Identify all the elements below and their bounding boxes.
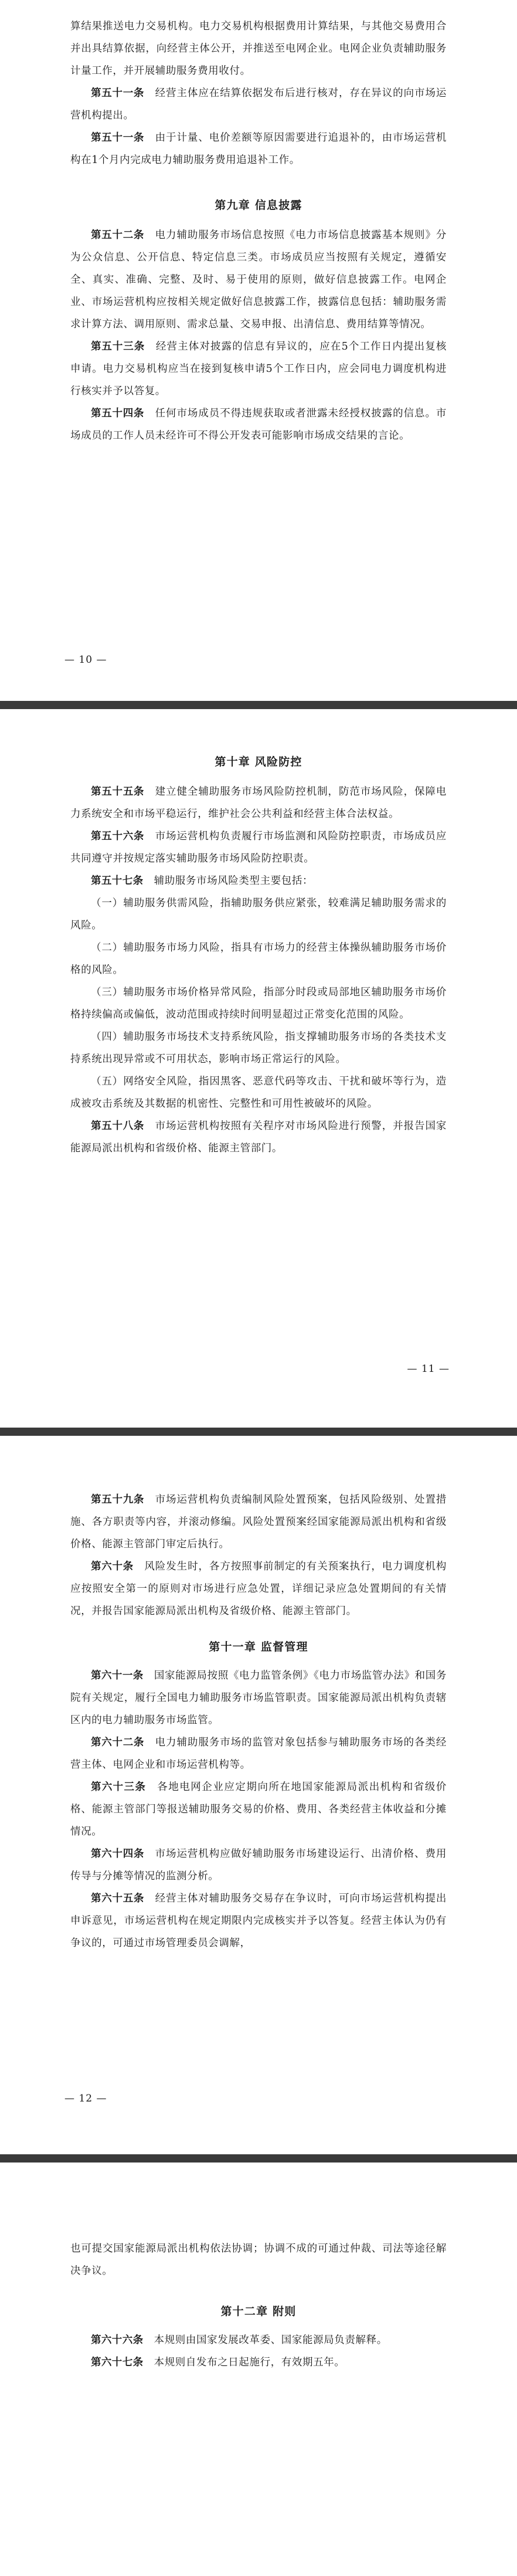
paragraph: 第五十五条 建立健全辅助服务市场风险防控机制，防范市场风险，保障电力系统安全和市场平稳运行，维护社会公共利益和经营主体合法权益。 <box>70 786 447 820</box>
page-divider <box>0 701 517 709</box>
paragraph: 第六十六条 本规则由国家发展改革委、国家能源局负责解释。 <box>91 2334 387 2346</box>
paragraph: 算结果推送电力交易机构。电力交易机构根据费用计算结果，与其他交易费用合并出具结算依据，向经营主体公开，并推送至电网企业。电网企业负责辅助服务计量工作，并开展辅助服务费用收付。 <box>70 21 447 77</box>
paragraph: 第六十四条 市场运营机构应做好辅助服务市场建设运行、出清价格、费用传导与分摊等情况的监测分析。 <box>70 1848 447 1882</box>
paragraph: 第六十三条 各地电网企业应定期向所在地国家能源局派出机构和省级价格、能源主管部门等报送辅助服务交易的价格、费用、各类经营主体收益和分摊情况。 <box>70 1781 447 1838</box>
list-item: （三）辅助服务市场价格异常风险，指部分时段或局部地区辅助服务市场价格持续偏高或偏低，波动范围或持续时间明显超过正常变化范围的风险。 <box>70 987 447 1021</box>
chapter-heading: 第十一章 监督管理 <box>209 1640 308 1653</box>
paragraph: 第五十七条 辅助服务市场风险类型主要包括： <box>91 875 314 887</box>
list-item: （五）网络安全风险，指因黑客、恶意代码等攻击、干扰和破坏等行为，造成被攻击系统及其数据的机密性、完整性和可用性被破坏的风险。 <box>70 1076 447 1110</box>
list-item: （二）辅助服务市场力风险，指具有市场力的经营主体操纵辅助服务市场价格的风险。 <box>70 942 447 976</box>
page-number: — 12 — <box>64 2093 107 2104</box>
page-13-content <box>70 2163 447 2374</box>
paragraph: 第五十一条 经营主体应在结算依据发布后进行核对，存在异议的向市场运营机构提出。 <box>70 87 447 121</box>
page-11-content <box>70 709 447 1160</box>
paragraph: 第六十一条 国家能源局按照《电力监管条例》《电力市场监管办法》和国务院有关规定，履行全国电力辅助服务市场监管职责。国家能源局派出机构负责辖区内的电力辅助服务市场监管。 <box>70 1670 447 1726</box>
page-divider <box>0 2154 517 2163</box>
document-page-12 <box>0 1436 517 2154</box>
page-12-content <box>70 1436 447 1954</box>
paragraph: 第五十一条 由于计量、电价差额等原因需要进行追退补的，由市场运营机构在1个月内完成电力辅助服务费用追退补工作。 <box>70 132 447 166</box>
paragraph: 也可提交国家能源局派出机构依法协调；协调不成的可通过仲裁、司法等途径解决争议。 <box>70 2243 447 2277</box>
paragraph: 第五十九条 市场运营机构负责编制风险处置预案，包括风险级别、处置措施、各方职责等内容，并滚动修编。风险处置预案经国家能源局派出机构和省级价格、能源主管部门审定后执行。 <box>70 1494 447 1550</box>
paragraph: 第六十条 风险发生时，各方按照事前制定的有关预案执行，电力调度机构应按照安全第一的原则对市场进行应急处置，详细记录应急处置期间的有关情况，并报告国家能源局派出机构及省级价格、能源主管部门。 <box>70 1561 447 1617</box>
document-page-11 <box>0 709 517 1428</box>
document-page-10 <box>0 0 517 701</box>
paragraph: 第六十二条 电力辅助服务市场的监管对象包括参与辅助服务市场的各类经营主体、电网企业和市场运营机构等。 <box>70 1737 447 1771</box>
list-item: （一）辅助服务供需风险，指辅助服务供应紧张，较难满足辅助服务需求的风险。 <box>70 897 447 931</box>
paragraph: 第六十七条 本规则自发布之日起施行，有效期五年。 <box>91 2357 345 2368</box>
page-number: — 11 — <box>407 1363 450 1375</box>
page-divider <box>0 1428 517 1436</box>
paragraph: 第五十六条 市场运营机构负责履行市场监测和风险防控职责，市场成员应共同遵守并按规定落实辅助服务市场风险防控职责。 <box>70 831 447 865</box>
paragraph: 第五十三条 经营主体对披露的信息有异议的，应在5个工作日内提出复核申请。电力交易机构应当在接到复核申请5个工作日内，应会同电力调度机构进行核实并予以答复。 <box>70 341 447 397</box>
document-page-13 <box>0 2163 517 2576</box>
page-number: — 10 — <box>64 654 107 666</box>
list-item: （四）辅助服务市场技术支持系统风险，指支撑辅助服务市场的各类技术支持系统出现异常或不可用状态，影响市场正常运行的风险。 <box>70 1031 447 1065</box>
chapter-heading: 第九章 信息披露 <box>215 199 302 212</box>
chapter-heading: 第十二章 附则 <box>220 2305 297 2318</box>
page-10-content <box>70 0 447 447</box>
chapter-heading: 第十章 风险防控 <box>215 755 302 768</box>
paragraph: 第五十四条 任何市场成员不得违规获取或者泄露未经授权披露的信息。市场成员的工作人员未经许可不得公开发表可能影响市场成交结果的言论。 <box>70 408 447 442</box>
paragraph: 第六十五条 经营主体对辅助服务交易存在争议时，可向市场运营机构提出申诉意见，市场运营机构在规定期限内完成核实并予以答复。经营主体认为仍有争议的，可通过市场管理委员会调解， <box>70 1893 447 1949</box>
paragraph: 第五十八条 市场运营机构按照有关程序对市场风险进行预警，并报告国家能源局派出机构和省级价格、能源主管部门。 <box>70 1120 447 1154</box>
paragraph: 第五十二条 电力辅助服务市场信息按照《电力市场信息披露基本规则》分为公众信息、公开信息、特定信息三类。市场成员应当按照有关规定，遵循安全、真实、准确、完整、及时、易于使用的原则，做好信息披露工作。电网企业、市场运营机构应按相关规定做好信息披露工作，披露信息包括：辅助服务需求计算方法、调用原则、需求总量、交易申报、出清信息、费用结算等情况。 <box>70 229 447 330</box>
